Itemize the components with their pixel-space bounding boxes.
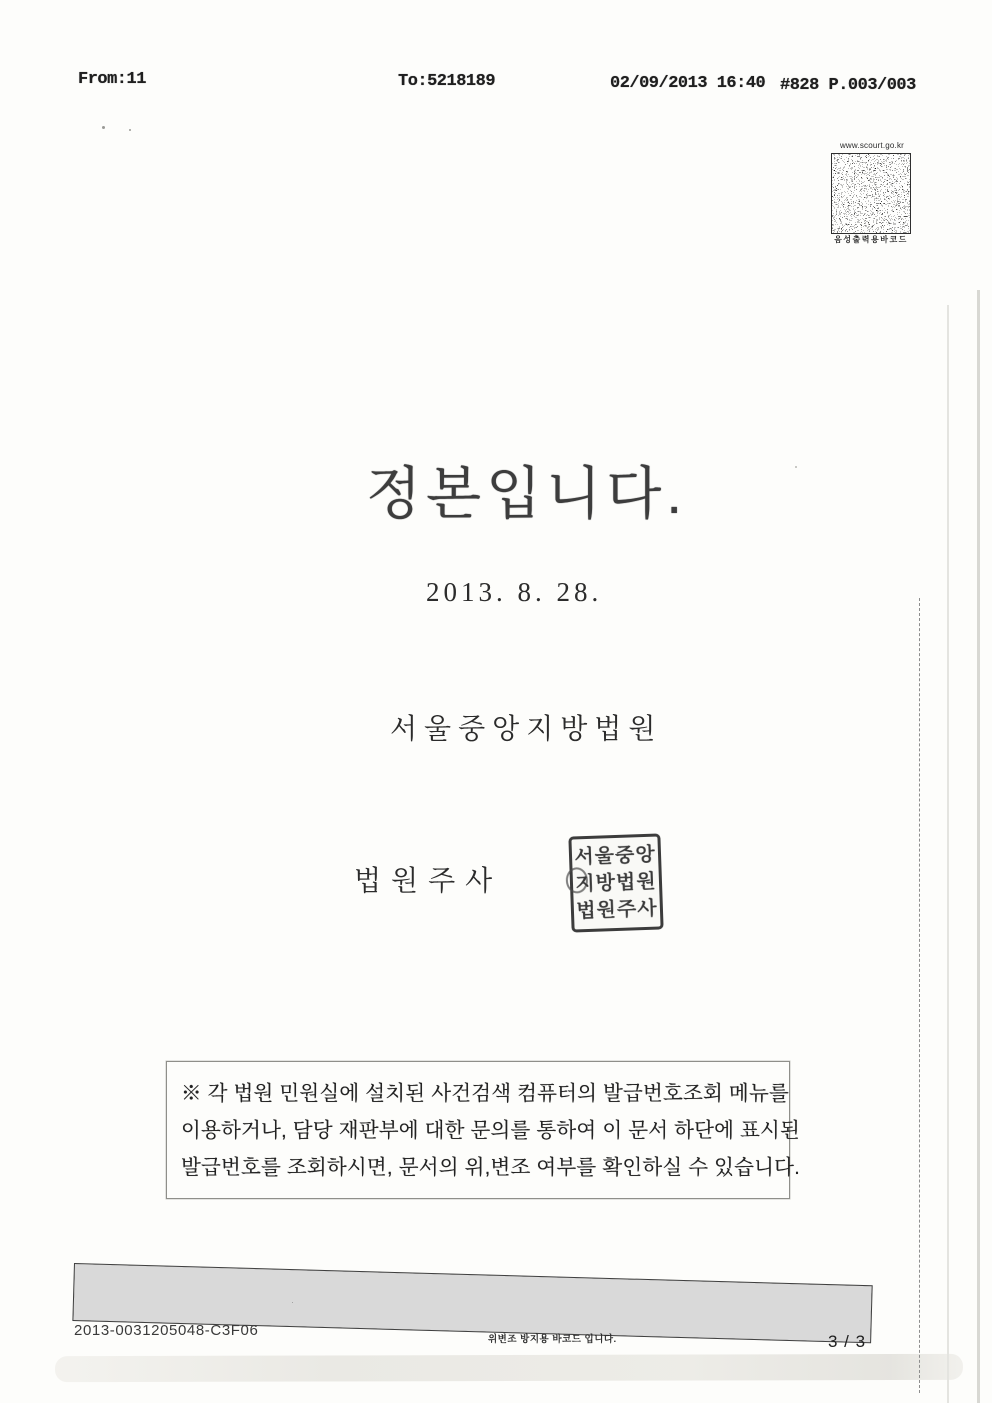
issue-number: 2013-0031205048-C3F06 [74,1322,259,1339]
voice-barcode-caption: 음성출력용바코드 [834,235,908,244]
scan-artifact-band [55,1354,963,1382]
court-seal-stamp [568,833,663,932]
stamp-line: 법원주사 [575,897,658,922]
certification-date: 2013. 8. 28. [426,577,603,607]
barcode-caption: 위변조 방지용 바코드 입니다. [488,1334,617,1345]
verification-notice-box [166,1061,801,1199]
scourt-url-label: www.scourt.go.kr [839,141,905,150]
stamp-line: 지방법원 [575,870,657,895]
notice-line: 발급번호를 조회하시면, 문서의 위,변조 여부를 확인하실 수 있습니다. [181,1156,801,1179]
fax-from: From:11 [78,70,146,89]
scan-artifact-dotted-line [919,598,920,1393]
scan-artifact-line [947,305,949,1403]
scan-speck [102,126,105,129]
certification-title: 정본입니다. [366,462,688,526]
stamp-line: 서울중앙 [574,843,657,868]
court-name: 서울중앙지방법원 [390,714,663,745]
fax-datetime: 02/09/2013 16:40 [610,74,766,93]
fax-to: To:5218189 [398,72,496,91]
fax-page-counter: #828 P.003/003 [780,76,916,95]
notice-line: 이용하거나, 담당 재판부에 대한 문의를 통하여 이 문서 하단에 표시된 [181,1119,801,1142]
page-indicator: 3 / 3 [828,1332,867,1351]
notice-line: ※ 각 법원 민원실에 설치된 사건검색 컴퓨터의 발급번호조회 메뉴를 [181,1082,789,1105]
scan-artifact-line [977,290,980,1403]
voice-output-barcode [831,153,911,234]
scan-speck [795,466,797,468]
scan-speck [129,129,131,131]
officer-title: 법원주사 [354,866,503,897]
